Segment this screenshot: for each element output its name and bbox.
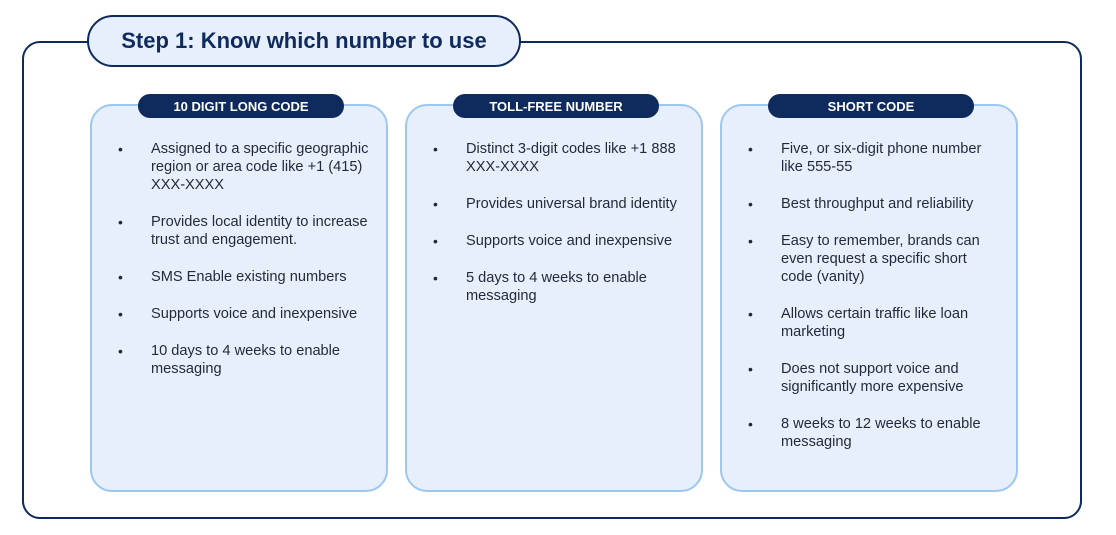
bullet-icon: • <box>118 306 123 322</box>
list-item-text: Provides local identity to increase trust and engagement. <box>151 214 368 248</box>
bullet-icon: • <box>748 306 753 322</box>
card-badge: SHORT CODE <box>768 94 974 118</box>
card-item-list <box>722 140 1016 470</box>
card-badge: 10 DIGIT LONG CODE <box>138 94 344 118</box>
list-item-text: Does not support voice and significantly more expensive <box>781 361 964 395</box>
card-toll-free <box>405 98 703 492</box>
bullet-icon: • <box>118 269 123 285</box>
list-item <box>92 213 386 249</box>
bullet-icon: • <box>118 141 123 157</box>
step-title: Step 1: Know which number to use <box>87 15 521 67</box>
list-item <box>722 195 1016 213</box>
card-item-list <box>92 140 386 397</box>
bullet-icon: • <box>748 196 753 212</box>
bullet-icon: • <box>118 214 123 230</box>
list-item-text: 10 days to 4 weeks to enable messaging <box>151 343 341 377</box>
card-long-code <box>90 98 388 492</box>
card-item-list <box>407 140 701 324</box>
list-item-text: Five, or six-digit phone number like 555-55 <box>781 141 982 175</box>
list-item <box>722 415 1016 451</box>
list-item-text: SMS Enable existing numbers <box>151 269 347 285</box>
list-item-text: 8 weeks to 12 weeks to enable messaging <box>781 416 981 450</box>
list-item-text: Supports voice and inexpensive <box>466 233 673 249</box>
list-item <box>407 269 701 305</box>
bullet-icon: • <box>748 141 753 157</box>
bullet-icon: • <box>118 343 123 359</box>
list-item-text: Best throughput and reliability <box>781 196 974 212</box>
list-item <box>92 268 386 286</box>
bullet-icon: • <box>433 141 438 157</box>
list-item-text: Allows certain traffic like loan marketing <box>781 306 969 340</box>
list-item-text: Provides universal brand identity <box>466 196 677 212</box>
list-item-text: Easy to remember, brands can even request a specific short code (vanity) <box>781 233 980 285</box>
list-item <box>92 342 386 378</box>
list-item <box>722 140 1016 176</box>
list-item <box>92 305 386 323</box>
list-item <box>722 232 1016 286</box>
list-item <box>407 140 701 176</box>
card-short-code <box>720 98 1018 492</box>
list-item-text: Supports voice and inexpensive <box>151 306 358 322</box>
card-badge: TOLL-FREE NUMBER <box>453 94 659 118</box>
bullet-icon: • <box>433 196 438 212</box>
list-item <box>407 195 701 213</box>
list-item-text: 5 days to 4 weeks to enable messaging <box>466 270 647 304</box>
list-item-text: Assigned to a specific geographic region or area code like +1 (415) XXX-XXXX <box>151 141 369 193</box>
list-item <box>722 360 1016 396</box>
bullet-icon: • <box>748 416 753 432</box>
bullet-icon: • <box>748 361 753 377</box>
bullet-icon: • <box>748 233 753 249</box>
list-item-text: Distinct 3-digit codes like +1 888 XXX-XXXX <box>466 141 676 175</box>
bullet-icon: • <box>433 233 438 249</box>
list-item <box>407 232 701 250</box>
list-item <box>722 305 1016 341</box>
bullet-icon: • <box>433 270 438 286</box>
list-item <box>92 140 386 194</box>
